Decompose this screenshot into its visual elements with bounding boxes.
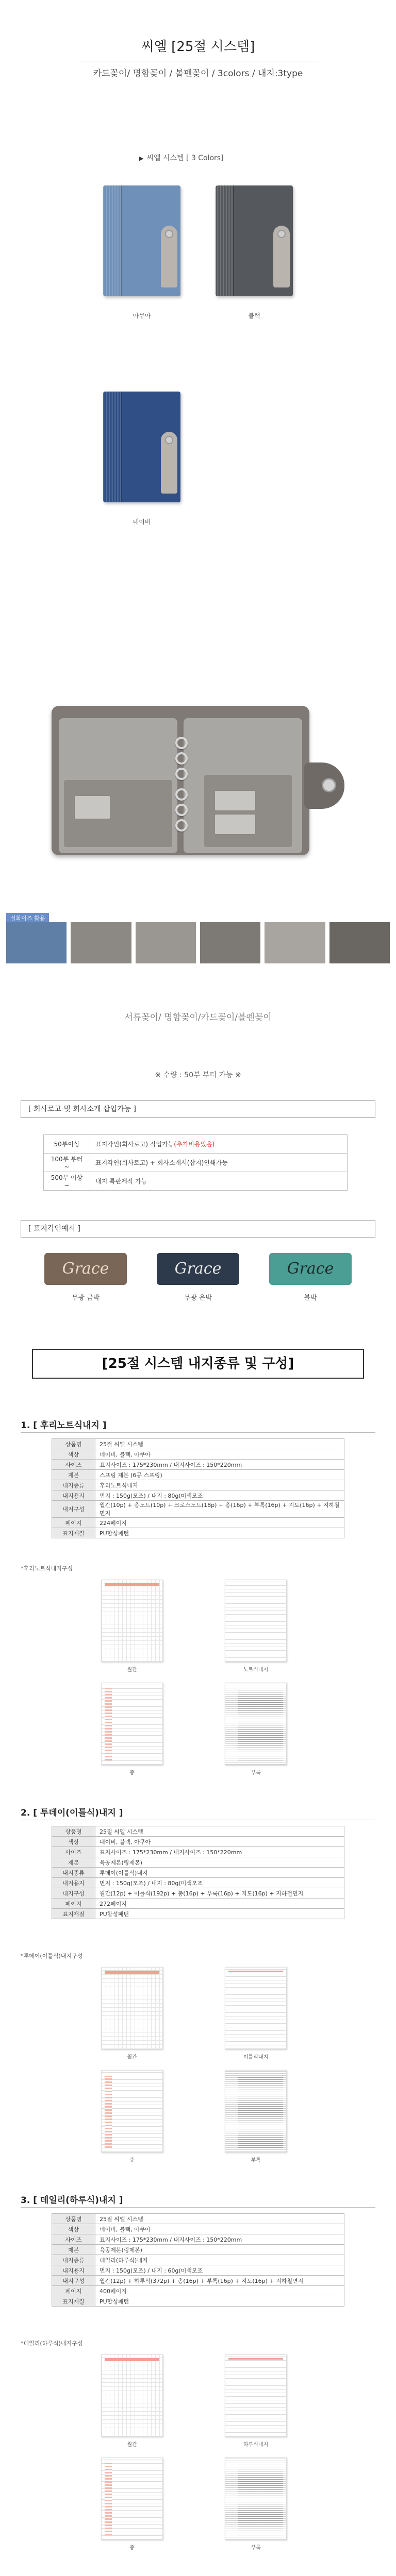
binder-cover: [52, 706, 309, 855]
spec-value: 네이비, 블랙, 아쿠아: [95, 1837, 344, 1847]
sample-caption: 무광 은박: [184, 1294, 212, 1302]
spec-key: 상품명: [52, 1439, 95, 1449]
table-row: [52, 1826, 344, 1837]
page-preview-caption: 중: [129, 1770, 135, 1776]
spec-value: 후리노트식내지: [95, 1480, 344, 1490]
strip-tag: 실화이즈 활용: [6, 913, 49, 923]
page-title: 씨엘 [25절 시스템]: [141, 39, 255, 55]
spec-value: PU합성패턴: [95, 1909, 344, 1919]
table-row: [52, 2286, 344, 2296]
page-preview-caption: 부록: [251, 2545, 261, 2551]
spec-key: 제본: [52, 1470, 95, 1480]
spec-value: 표지사이즈 : 175*230mm / 내지사이즈 : 150*220mm: [95, 2234, 344, 2245]
spec-value: 월간(12p) + 이틀식(192p) + 총(16p) + 부록(16p) + 지도(16p) + 지하철면지: [95, 1888, 344, 1899]
page-index-column: [105, 2463, 112, 2535]
snap-button-icon: [277, 230, 286, 238]
spec-key: 상품명: [52, 1826, 95, 1837]
spec-value: 25절 씨엘 시스템: [95, 2214, 344, 2224]
spec-value: 400페이지: [95, 2286, 344, 2296]
table-row: [52, 2296, 344, 2307]
table-row: [52, 1501, 344, 1518]
page-header-band: [105, 2358, 159, 2361]
spec-key: 페이지: [52, 2286, 95, 2296]
table-row: [52, 1480, 344, 1490]
spec-value: 224페이지: [95, 1518, 344, 1528]
snap-button-icon: [322, 778, 336, 792]
series-label-text: 씨엘 시스템 [ 3 Colors]: [146, 154, 224, 162]
table-row: [52, 1847, 344, 1857]
table-row: [52, 1528, 344, 1538]
spec-key: 내지구성: [52, 2276, 95, 2286]
table-row: [52, 2265, 344, 2276]
inner-pages-title: [25절 시스템 내지종류 및 구성]: [32, 1349, 364, 1379]
page-preview-list: [101, 2458, 163, 2540]
spec-key: 색상: [52, 2224, 95, 2234]
ring: [175, 804, 188, 816]
section-title: 1. [ 후리노트식내지 ]: [21, 1420, 107, 1431]
cover-spine: [103, 392, 121, 502]
spec-key: 내지종류: [52, 1480, 95, 1490]
cover-black-image: [216, 185, 293, 296]
table-row: [52, 1888, 344, 1899]
spec-value: 투데이(이틀식)내지: [95, 1868, 344, 1878]
page-preview-monthly: [101, 1580, 163, 1662]
composition-note: *데일리(하루식)내지구성: [21, 2340, 83, 2347]
extra-cost-note: (추가비용있음): [174, 1141, 215, 1148]
thumbnail: [200, 922, 260, 963]
page-preview-caption: 노트식내지: [243, 1667, 269, 1673]
spec-key: 페이지: [52, 1899, 95, 1909]
table-row: [52, 2224, 344, 2234]
spec-value: 25절 씨엘 시스템: [95, 1439, 344, 1449]
spec-value: 272페이지: [95, 1899, 344, 1909]
desc-cell: [90, 1135, 348, 1154]
section-title: 2. [ 투데이(이틀식)내지 ]: [21, 1808, 123, 1818]
spec-key: 색상: [52, 1449, 95, 1460]
table-row: [52, 1470, 344, 1480]
cover-spine: [103, 185, 121, 296]
spec-value: 먼지 : 150g(모조) / 내지 : 80g(미색모조: [95, 1878, 344, 1888]
spec-key: 내지용지: [52, 1878, 95, 1888]
page-preview-caption: 월간: [127, 2055, 137, 2060]
page-header-band: [105, 1971, 159, 1974]
page-preview-appendix: [225, 2458, 287, 2540]
snap-button-icon: [165, 436, 173, 444]
minimum-order-note: ※ 수량 : 50부 부터 가능 ※: [155, 1071, 241, 1079]
spec-key: 제본: [52, 1857, 95, 1868]
open-binder-image: [52, 701, 344, 855]
qty-cell: 100부 부터~: [44, 1154, 90, 1172]
binder-rings: [171, 737, 192, 835]
ring: [175, 768, 188, 780]
spec-value: 육공제본(링제본): [95, 2245, 344, 2255]
desc-text: 표지각인(회사로고) 작업가능: [95, 1141, 174, 1148]
card-slot: [214, 814, 256, 835]
card-slot: [74, 795, 110, 819]
strip-caption: 서류꽂이/ 명함꽂이/카드꽂이/볼펜꽂이: [124, 1012, 272, 1023]
spec-key: 내지종류: [52, 1868, 95, 1878]
table-row: [52, 2255, 344, 2265]
spec-key: 사이즈: [52, 1847, 95, 1857]
ring: [175, 737, 188, 749]
page-preview-daily: [225, 2354, 287, 2437]
qty-cell: 50부이상: [44, 1135, 90, 1154]
spec-value: 표지사이즈 : 175*230mm / 내지사이즈 : 150*220mm: [95, 1460, 344, 1470]
section-divider: [21, 2207, 375, 2208]
spec-value: 네이비, 블랙, 아쿠아: [95, 2224, 344, 2234]
spec-value: 스프링 제본 (6공 스프링): [95, 1470, 344, 1480]
spec-key: 사이즈: [52, 1460, 95, 1470]
page-preview-list: [101, 2070, 163, 2153]
page-preview-monthly: [101, 1967, 163, 2049]
table-row: [52, 1460, 344, 1470]
spec-key: 사이즈: [52, 2234, 95, 2245]
thumbnail: [265, 922, 325, 963]
spec-table: [52, 1438, 344, 1538]
composition-note: *후리노트식내지구성: [21, 1565, 73, 1572]
samples-section-title: [ 표지각인예시 ]: [21, 1220, 375, 1238]
spec-value: 먼지 : 150g(모조) / 내지 : 80g(미색모조: [95, 1490, 344, 1501]
page-subtitle: 카드꽂이/ 명함꽂이 / 볼펜꽂이 / 3colors / 내지:3type: [93, 69, 303, 79]
section-divider: [21, 1432, 375, 1433]
cover-stitch: [121, 392, 122, 502]
desc-cell: 표지각인(회사로고) + 회사소개서(삽지)인쇄가능: [90, 1154, 348, 1172]
cover-stitch: [233, 185, 234, 296]
detail-thumbnail-strip: [6, 922, 390, 963]
sample-silver-foil: Grace: [157, 1253, 239, 1285]
binder-left-panel: [59, 718, 177, 853]
page-text-block: [238, 1688, 283, 1760]
table-row: [52, 2234, 344, 2245]
logo-options-table: [43, 1134, 348, 1191]
spec-key: 표지재질: [52, 2296, 95, 2307]
sample-black-foil: Grace: [269, 1253, 352, 1285]
page-preview-caption: 중: [129, 2158, 135, 2163]
thumbnail: [136, 922, 196, 963]
cover-spine: [216, 185, 233, 296]
page-preview-monthly: [101, 2354, 163, 2437]
spec-value: PU합성패턴: [95, 2296, 344, 2307]
spec-key: 제본: [52, 2245, 95, 2255]
spec-value: 데일리(하루식)내지: [95, 2255, 344, 2265]
spec-table: [52, 1826, 344, 1919]
spec-value: 표지사이즈 : 175*230mm / 내지사이즈 : 150*220mm: [95, 1847, 344, 1857]
page-text-block: [238, 2076, 283, 2148]
thumbnail: [71, 922, 131, 963]
spec-value: 월간(10p) + 총노트(10p) + 크로스노트(18p) + 총(16p) + 부록(16p) + 지도(16p) + 지하철면지: [95, 1501, 344, 1518]
composition-note: *투데이(이틀식)내지구성: [21, 1953, 83, 1959]
spec-key: 페이지: [52, 1518, 95, 1528]
page-preview-caption: 중: [129, 2545, 135, 2551]
page-preview-caption: 하루식내지: [243, 2442, 269, 2448]
table-row: [52, 2214, 344, 2224]
table-row: [52, 1837, 344, 1847]
cover-navy-image: [103, 392, 180, 502]
ring: [175, 819, 188, 832]
spec-table: [52, 2213, 344, 2307]
table-row: [52, 1518, 344, 1528]
page-text-block: [238, 2463, 283, 2535]
page-header-band: [105, 1583, 159, 1586]
spec-value: 월간(12p) + 하루식(372p) + 총(16p) + 부록(16p) + 지도(16p) + 지하철면지: [95, 2276, 344, 2286]
cover-caption-aqua: 아쿠아: [133, 312, 151, 319]
spec-key: 내지용지: [52, 2265, 95, 2276]
page-header-band: [228, 1971, 283, 1972]
table-row: [52, 2245, 344, 2255]
spec-key: 내지종류: [52, 2255, 95, 2265]
page-preview-caption: 월간: [127, 1667, 137, 1673]
spec-key: 상품명: [52, 2214, 95, 2224]
spec-value: 25절 씨엘 시스템: [95, 1826, 344, 1837]
page-index-column: [105, 1688, 112, 1760]
cover-stitch: [121, 185, 122, 296]
spec-key: 내지용지: [52, 1490, 95, 1501]
table-row: [52, 2276, 344, 2286]
table-row: [44, 1172, 348, 1191]
page-preview-two-day: [225, 1967, 287, 2049]
sample-caption: 무광 금박: [71, 1294, 100, 1302]
page-preview-list: [101, 1683, 163, 1765]
page-header-band: [228, 2358, 283, 2360]
spec-value: 네이비, 블랙, 아쿠아: [95, 1449, 344, 1460]
sample-gold-foil: Grace: [44, 1253, 127, 1285]
table-row: [52, 1449, 344, 1460]
page-preview-caption: 부록: [251, 2158, 261, 2163]
cover-caption-black: 블랙: [248, 312, 260, 319]
binder-right-panel: [184, 718, 302, 853]
page-index-column: [105, 2076, 112, 2148]
series-label: [139, 152, 224, 163]
card-pocket: [204, 775, 292, 847]
logo-section-title: [ 회사로고 및 회사소개 삽입가능 ]: [21, 1100, 375, 1118]
spec-key: 표지재질: [52, 1909, 95, 1919]
cover-caption-navy: 네이비: [133, 518, 151, 526]
spec-key: 내지구성: [52, 1888, 95, 1899]
page-preview-caption: 이틀식내지: [243, 2055, 269, 2060]
spec-value: 육공제본(링제본): [95, 1857, 344, 1868]
table-row: [52, 1909, 344, 1919]
page-preview-caption: 부록: [251, 1770, 261, 1776]
desc-cell: 내지 특판제작 가능: [90, 1172, 348, 1191]
cover-aqua-image: [103, 185, 180, 296]
spec-key: 색상: [52, 1837, 95, 1847]
table-row: [52, 1857, 344, 1868]
page-preview-notes: [225, 1580, 287, 1662]
snap-button-icon: [165, 230, 173, 238]
ring: [175, 752, 188, 765]
table-row: [52, 1868, 344, 1878]
table-row: [52, 1878, 344, 1888]
triangle-icon: ▶: [139, 155, 144, 162]
table-row: [52, 1439, 344, 1449]
binder-strap: [304, 762, 344, 809]
spec-key: 내지구성: [52, 1501, 95, 1518]
thumbnail: [6, 922, 67, 963]
table-row: [44, 1154, 348, 1172]
qty-cell: 500부 이상~: [44, 1172, 90, 1191]
section-title: 3. [ 데일리(하루식)내지 ]: [21, 2195, 123, 2206]
thumbnail: [329, 922, 390, 963]
spec-key: 표지재질: [52, 1528, 95, 1538]
page-preview-appendix: [225, 1683, 287, 1765]
sample-caption: 블박: [304, 1294, 317, 1302]
page-preview-appendix: [225, 2070, 287, 2153]
spec-value: PU합성패턴: [95, 1528, 344, 1538]
card-slot: [214, 790, 256, 811]
spec-value: 먼지 : 150g(모조) / 내지 : 60g(미색모조: [95, 2265, 344, 2276]
page-preview-caption: 월간: [127, 2442, 137, 2448]
ring: [175, 788, 188, 801]
table-row: [52, 1490, 344, 1501]
table-row: [52, 1899, 344, 1909]
table-row: [44, 1135, 348, 1154]
